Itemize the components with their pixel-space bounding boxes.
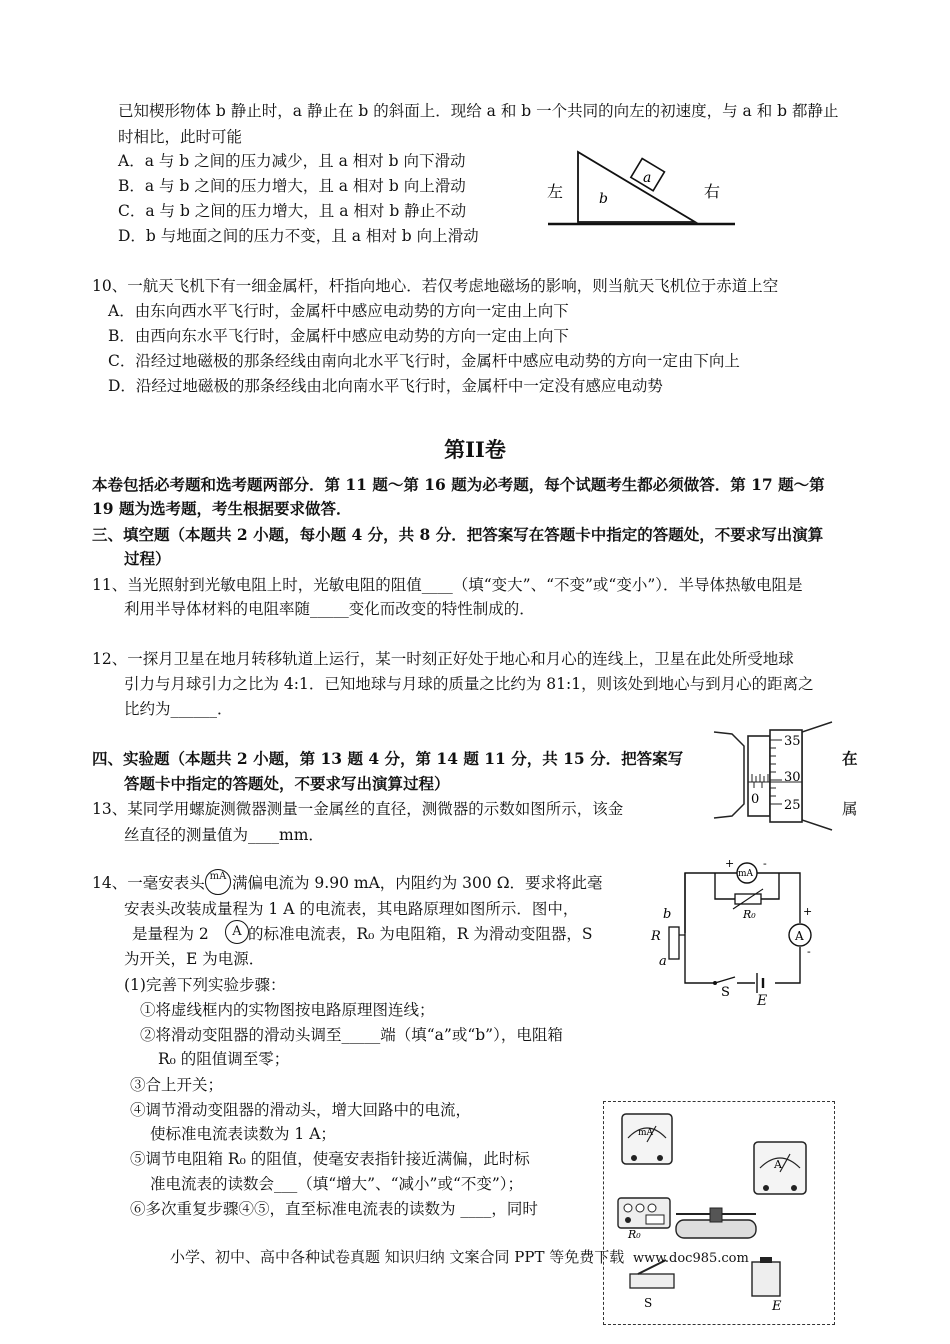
circuit-ammeter-plus: + <box>803 905 813 918</box>
thimble-tick-25: 25 <box>784 798 801 813</box>
kit-switch-label: S <box>644 1296 653 1310</box>
sec4-heading-line1-end: 在 <box>842 749 858 768</box>
q14-line2: 安表头改装成量程为 1 A 的电流表，其电路原理如图所示．图中， <box>124 900 579 918</box>
kit-battery-label: E <box>772 1299 782 1314</box>
q12-line1: 12、一探月卫星在地月转移轨道上运行，某一时刻正好处于地心和月心的连线上，卫星在此处所受地球 <box>92 650 794 668</box>
milliammeter-symbol-text: mA <box>209 871 227 882</box>
q13-line2: 丝直径的测量值为____mm． <box>124 826 324 844</box>
q14-step6: ⑥多次重复步骤④⑤，直至标准电流表的读数为 ____，同时 <box>130 1200 538 1218</box>
circuit-switch <box>715 977 735 983</box>
sec4-heading-line1: 四、实验题（本题共 2 小题，第 13 题 4 分，第 14 题 11 分，共 15 分．把答案写 <box>92 749 684 768</box>
circuit-ammeter-label: A <box>795 929 804 943</box>
q14-line1-start: 14、一毫安表头 <box>92 874 205 892</box>
circuit-milliammeter-label: mA <box>738 869 754 879</box>
sec4-heading-line2: 答题卡中指定的答题处，不要求写出演算过程） <box>124 774 450 793</box>
q10-option-c: C．沿经过地磁极的那条经线由南向北水平飞行时，金属杆中感应电动势的方向一定由下向上 <box>108 352 740 370</box>
kit-resistance-box <box>618 1198 670 1228</box>
left-label: 左 <box>547 182 564 201</box>
part2-intro-line2: 19 题为选考题，考生根据要求做答． <box>92 499 352 518</box>
right-label: 右 <box>704 182 721 201</box>
q14-step3: ③合上开关； <box>130 1076 224 1094</box>
kit-milliammeter <box>622 1114 672 1164</box>
q14-step2-line2: R₀ 的阻值调至零； <box>158 1050 290 1068</box>
q14-line1-end: 满偏电流为 9.90 mA，内阻约为 300 Ω．要求将此毫 <box>232 874 603 892</box>
wedge-b <box>578 152 695 222</box>
q9-stem-line1: 已知楔形物体 b 静止时，a 静止在 b 的斜面上．现给 a 和 b 一个共同的向左的初速度，与 a 和 b 都静止 <box>118 102 839 120</box>
q9-wedge-figure <box>540 140 750 240</box>
part2-intro-line1: 本卷包括必考题和选考题两部分．第 11 题～第 16 题为必考题，每个试题考生都必须做答．第 17 题～第 <box>92 475 825 494</box>
q14-step5-line2: 准电流表的读数会___（填“增大”、“减小”或“不变”）； <box>150 1175 524 1193</box>
micrometer-frame-left <box>714 732 744 818</box>
q10-stem: 10、一航天飞机下有一细金属杆，杆指向地心．若仅考虑地磁场的影响，则当航天飞机位于赤道上空 <box>92 277 779 295</box>
micrometer-figure <box>710 716 842 832</box>
q11-line1: 11、当光照射到光敏电阻上时，光敏电阻的阻值____（填“变大”、“不变”或“变小”）．半导体热敏电阻是 <box>92 576 803 594</box>
q14-step4-line1: ④调节滑动变阻器的滑动头，增大回路中的电流， <box>130 1101 472 1119</box>
q10-option-a: A．由东向西水平飞行时，金属杆中感应电动势的方向一定由上向下 <box>108 302 569 320</box>
circuit-diagram <box>645 855 825 1000</box>
circuit-rheostat-label: R <box>651 929 661 944</box>
sec3-heading-line2: 过程） <box>124 549 171 568</box>
wedge-b-label: b <box>599 191 608 207</box>
circuit-end-b: b <box>663 907 672 922</box>
q9-option-c: C．a 与 b 之间的压力增大，且 a 相对 b 静止不动 <box>118 202 467 220</box>
thimble-tick-30: 30 <box>784 770 801 785</box>
micrometer-frame-right <box>802 722 832 830</box>
thimble-tick-35: 35 <box>784 734 801 749</box>
part2-title: 第II卷 <box>444 437 506 462</box>
circuit-ammeter-minus: - <box>807 945 811 958</box>
q9-option-d: D．b 与地面之间的压力不变，且 a 相对 b 向上滑动 <box>118 227 479 245</box>
footer-text: 小学、初中、高中各种试卷真题 知识归纳 文案合同 PPT 等免费下载 <box>170 1248 625 1266</box>
q14-step1: ①将虚线框内的实物图按电路原理图连线； <box>140 1001 435 1019</box>
sleeve-zero: 0 <box>751 792 760 807</box>
q12-line2: 引力与月球引力之比为 4:1．已知地球与月球的质量之比约为 81:1，则该处到地心与到月心的距离之 <box>124 675 814 693</box>
kit-ammeter-label: A <box>774 1158 782 1171</box>
block-a-label: a <box>643 170 652 186</box>
circuit-ma-minus: - <box>763 857 767 870</box>
circuit-battery-label: E <box>757 993 768 1009</box>
q12-line3: 比约为______． <box>124 700 233 718</box>
q10-option-b: B．由西向东水平飞行时，金属杆中感应电动势的方向一定由上向下 <box>108 327 569 345</box>
q14-step2-line1: ②将滑动变阻器的滑动头调至_____端（填“a”或“b”），电阻箱 <box>140 1026 563 1044</box>
q9-option-a: A．a 与 b 之间的压力减少，且 a 相对 b 向下滑动 <box>118 152 466 170</box>
footer-url[interactable]: www.doc985.com <box>633 1251 749 1266</box>
q14-line4: 为开关，E 为电源． <box>124 950 265 968</box>
circuit-end-a: a <box>659 954 667 969</box>
q9-stem-line2: 时相比，此时可能 <box>118 128 243 146</box>
equipment-kit-figure <box>604 1102 834 1324</box>
kit-battery <box>752 1257 780 1296</box>
sec3-heading-line1: 三、填空题（本题共 2 小题，每小题 4 分，共 8 分．把答案写在答题卡中指定的答题处，不要求写出演算 <box>92 525 824 544</box>
q14-step4-line2: 使标准电流表读数为 1 A； <box>150 1125 336 1143</box>
circuit-rheostat <box>669 927 679 959</box>
q14-steps-heading: (1)完善下列实验步骤： <box>124 976 286 994</box>
circuit-r0-label: R₀ <box>743 908 756 921</box>
page-footer <box>170 1246 749 1267</box>
ammeter-symbol-text: A <box>232 924 242 939</box>
kit-milliammeter-label: mA <box>638 1128 654 1138</box>
q11-line2: 利用半导体材料的电阻率随_____变化而改变的特性制成的． <box>124 600 535 618</box>
kit-rheostat <box>676 1208 756 1238</box>
kit-r0-label: R₀ <box>628 1228 641 1241</box>
circuit-wires <box>685 873 800 983</box>
equipment-kit-box <box>603 1101 835 1325</box>
q9-option-b: B．a 与 b 之间的压力增大，且 a 相对 b 向上滑动 <box>118 177 466 195</box>
q14-step5-line1: ⑤调节电阻箱 R₀ 的阻值，使毫安表指针接近满偏，此时标 <box>130 1150 530 1168</box>
q13-line1-end: 属 <box>842 800 858 818</box>
q10-option-d: D．沿经过地磁极的那条经线由北向南水平飞行时，金属杆中一定没有感应电动势 <box>108 377 663 395</box>
ammeter-symbol-inline <box>225 920 249 944</box>
circuit-switch-label: S <box>721 985 730 1000</box>
milliammeter-symbol-inline <box>205 869 231 895</box>
q14-line3-start: 是量程为 2 <box>132 925 209 943</box>
q14-line3-end: 的标准电流表，R₀ 为电阻箱，R 为滑动变阻器，S <box>248 925 593 943</box>
circuit-ma-plus: + <box>725 857 735 870</box>
q13-line1: 13、某同学用螺旋测微器测量一金属丝的直径，测微器的示数如图所示，该金 <box>92 800 624 818</box>
circuit-switch-pivot <box>713 981 717 985</box>
